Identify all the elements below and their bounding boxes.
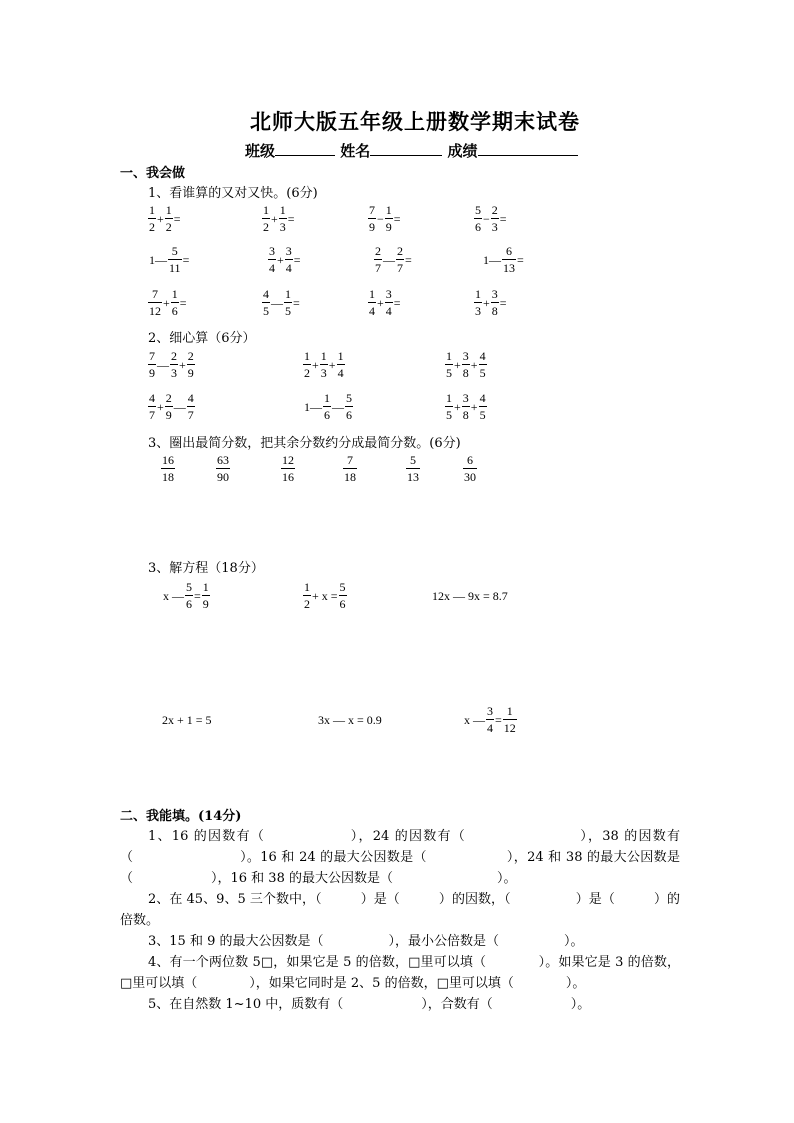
equation: 12x — 9x = 8.7	[432, 589, 508, 603]
section1-heading: 一、我会做	[120, 166, 186, 181]
calc-item: $\frac{2}{7}$ — $\frac{2}{7}$ =	[375, 244, 412, 275]
calc-item: $\frac{7}{12}$ + $\frac{1}{6}$ =	[149, 287, 187, 318]
simplify-fraction: $\frac{16}{18}$	[162, 453, 174, 484]
q4-text: 3、解方程（18分）	[148, 561, 264, 576]
calc-item: $\frac{7}{9}$ — $\frac{2}{3}$ + $\frac{2}{9}$	[149, 349, 194, 380]
calc-item: $\frac{3}{4}$ + $\frac{3}{4}$ =	[269, 244, 301, 275]
calc-item: $\frac{1}{5}$ + $\frac{3}{8}$ + $\frac{4}{5}$	[446, 391, 486, 422]
simplify-fraction: $\frac{63}{90}$	[217, 453, 229, 484]
name-label: 姓名	[340, 142, 371, 160]
calc-item: $\frac{4}{7}$ + $\frac{2}{9}$ — $\frac{4}{7}$	[149, 391, 194, 422]
q2-text: 2、细心算（6分）	[148, 331, 256, 346]
calc-item: 1— $\frac{6}{13}$ =	[483, 244, 524, 275]
fill-question-2: 2、在 45、9、5 三个数中，（ ）是（ ）的因数，（ ）是（ ）的倍数。	[120, 892, 680, 928]
fill-question-5: 5、在自然数 1~10 中，质数有（ ），合数有（ ）。	[148, 997, 591, 1012]
fill-question-1: 1、16 的因数有（ ），24 的因数有（ ），38 的因数有（ ）。16 和 24 的最大公因数是（ ），24 和 38 的最大公因数是（ ），16 和 38 的最大公因数是（ ）。	[120, 829, 680, 886]
equation: $\frac{1}{2}$ + x = $\frac{5}{6}$	[304, 580, 346, 611]
calc-item: $\frac{1}{5}$ + $\frac{3}{8}$ + $\frac{4}{5}$	[446, 349, 486, 380]
calc-item: $\frac{5}{6}$ − $\frac{2}{3}$ =	[475, 203, 507, 234]
class-blank[interactable]	[275, 140, 335, 156]
calc-item: $\frac{1}{2}$ + $\frac{1}{3}$ =	[263, 203, 295, 234]
section2-heading: 二、我能填。(14分)	[120, 809, 242, 824]
q1-text: 1、看谁算的又对又快。(6分)	[148, 186, 318, 201]
score-label: 成绩	[447, 142, 478, 160]
fill-question-4: 4、有一个两位数 5□，如果它是 5 的倍数，□里可以填（ ）。如果它是 3 的倍数，□里可以填（ ），如果它同时是 2、5 的倍数，□里可以填（ ）。	[120, 955, 680, 991]
calc-item: $\frac{1}{4}$ + $\frac{3}{4}$ =	[369, 287, 401, 318]
calc-item: $\frac{7}{9}$ − $\frac{1}{9}$ =	[369, 203, 401, 234]
equation: 3x — x = 0.9	[318, 713, 382, 727]
q3-text: 3、圈出最简分数，把其余分数约分成最简分数。(6分)	[148, 436, 461, 451]
calc-item: 1— $\frac{5}{11}$ =	[149, 244, 190, 275]
class-label: 班级	[245, 142, 276, 160]
calc-item: $\frac{1}{2}$ + $\frac{1}{3}$ + $\frac{1}{4}$	[304, 349, 344, 380]
simplify-fraction: $\frac{6}{30}$	[464, 453, 476, 484]
fill-question-3: 3、15 和 9 的最大公因数是（ ），最小公倍数是（ ）。	[148, 934, 584, 949]
simplify-fraction: $\frac{5}{13}$	[407, 453, 419, 484]
calc-item: $\frac{4}{5}$ — $\frac{1}{5}$ =	[263, 287, 300, 318]
equation: x — $\frac{3}{4}$ = $\frac{1}{12}$	[464, 704, 516, 735]
name-blank[interactable]	[370, 140, 442, 156]
page-title: 北师大版五年级上册数学期末试卷	[250, 109, 580, 134]
equation: 2x + 1 = 5	[162, 713, 212, 727]
simplify-fraction: $\frac{7}{18}$	[344, 453, 356, 484]
calc-item: $\frac{1}{2}$ + $\frac{1}{2}$ =	[149, 203, 181, 234]
score-blank[interactable]	[478, 140, 578, 156]
calc-item: 1— $\frac{1}{6}$ — $\frac{5}{6}$	[304, 391, 352, 422]
simplify-fraction: $\frac{12}{16}$	[282, 453, 294, 484]
student-info-line	[245, 140, 578, 161]
equation: x — $\frac{5}{6}$ = $\frac{1}{9}$	[163, 580, 209, 611]
calc-item: $\frac{1}{3}$ + $\frac{3}{8}$ =	[475, 287, 507, 318]
